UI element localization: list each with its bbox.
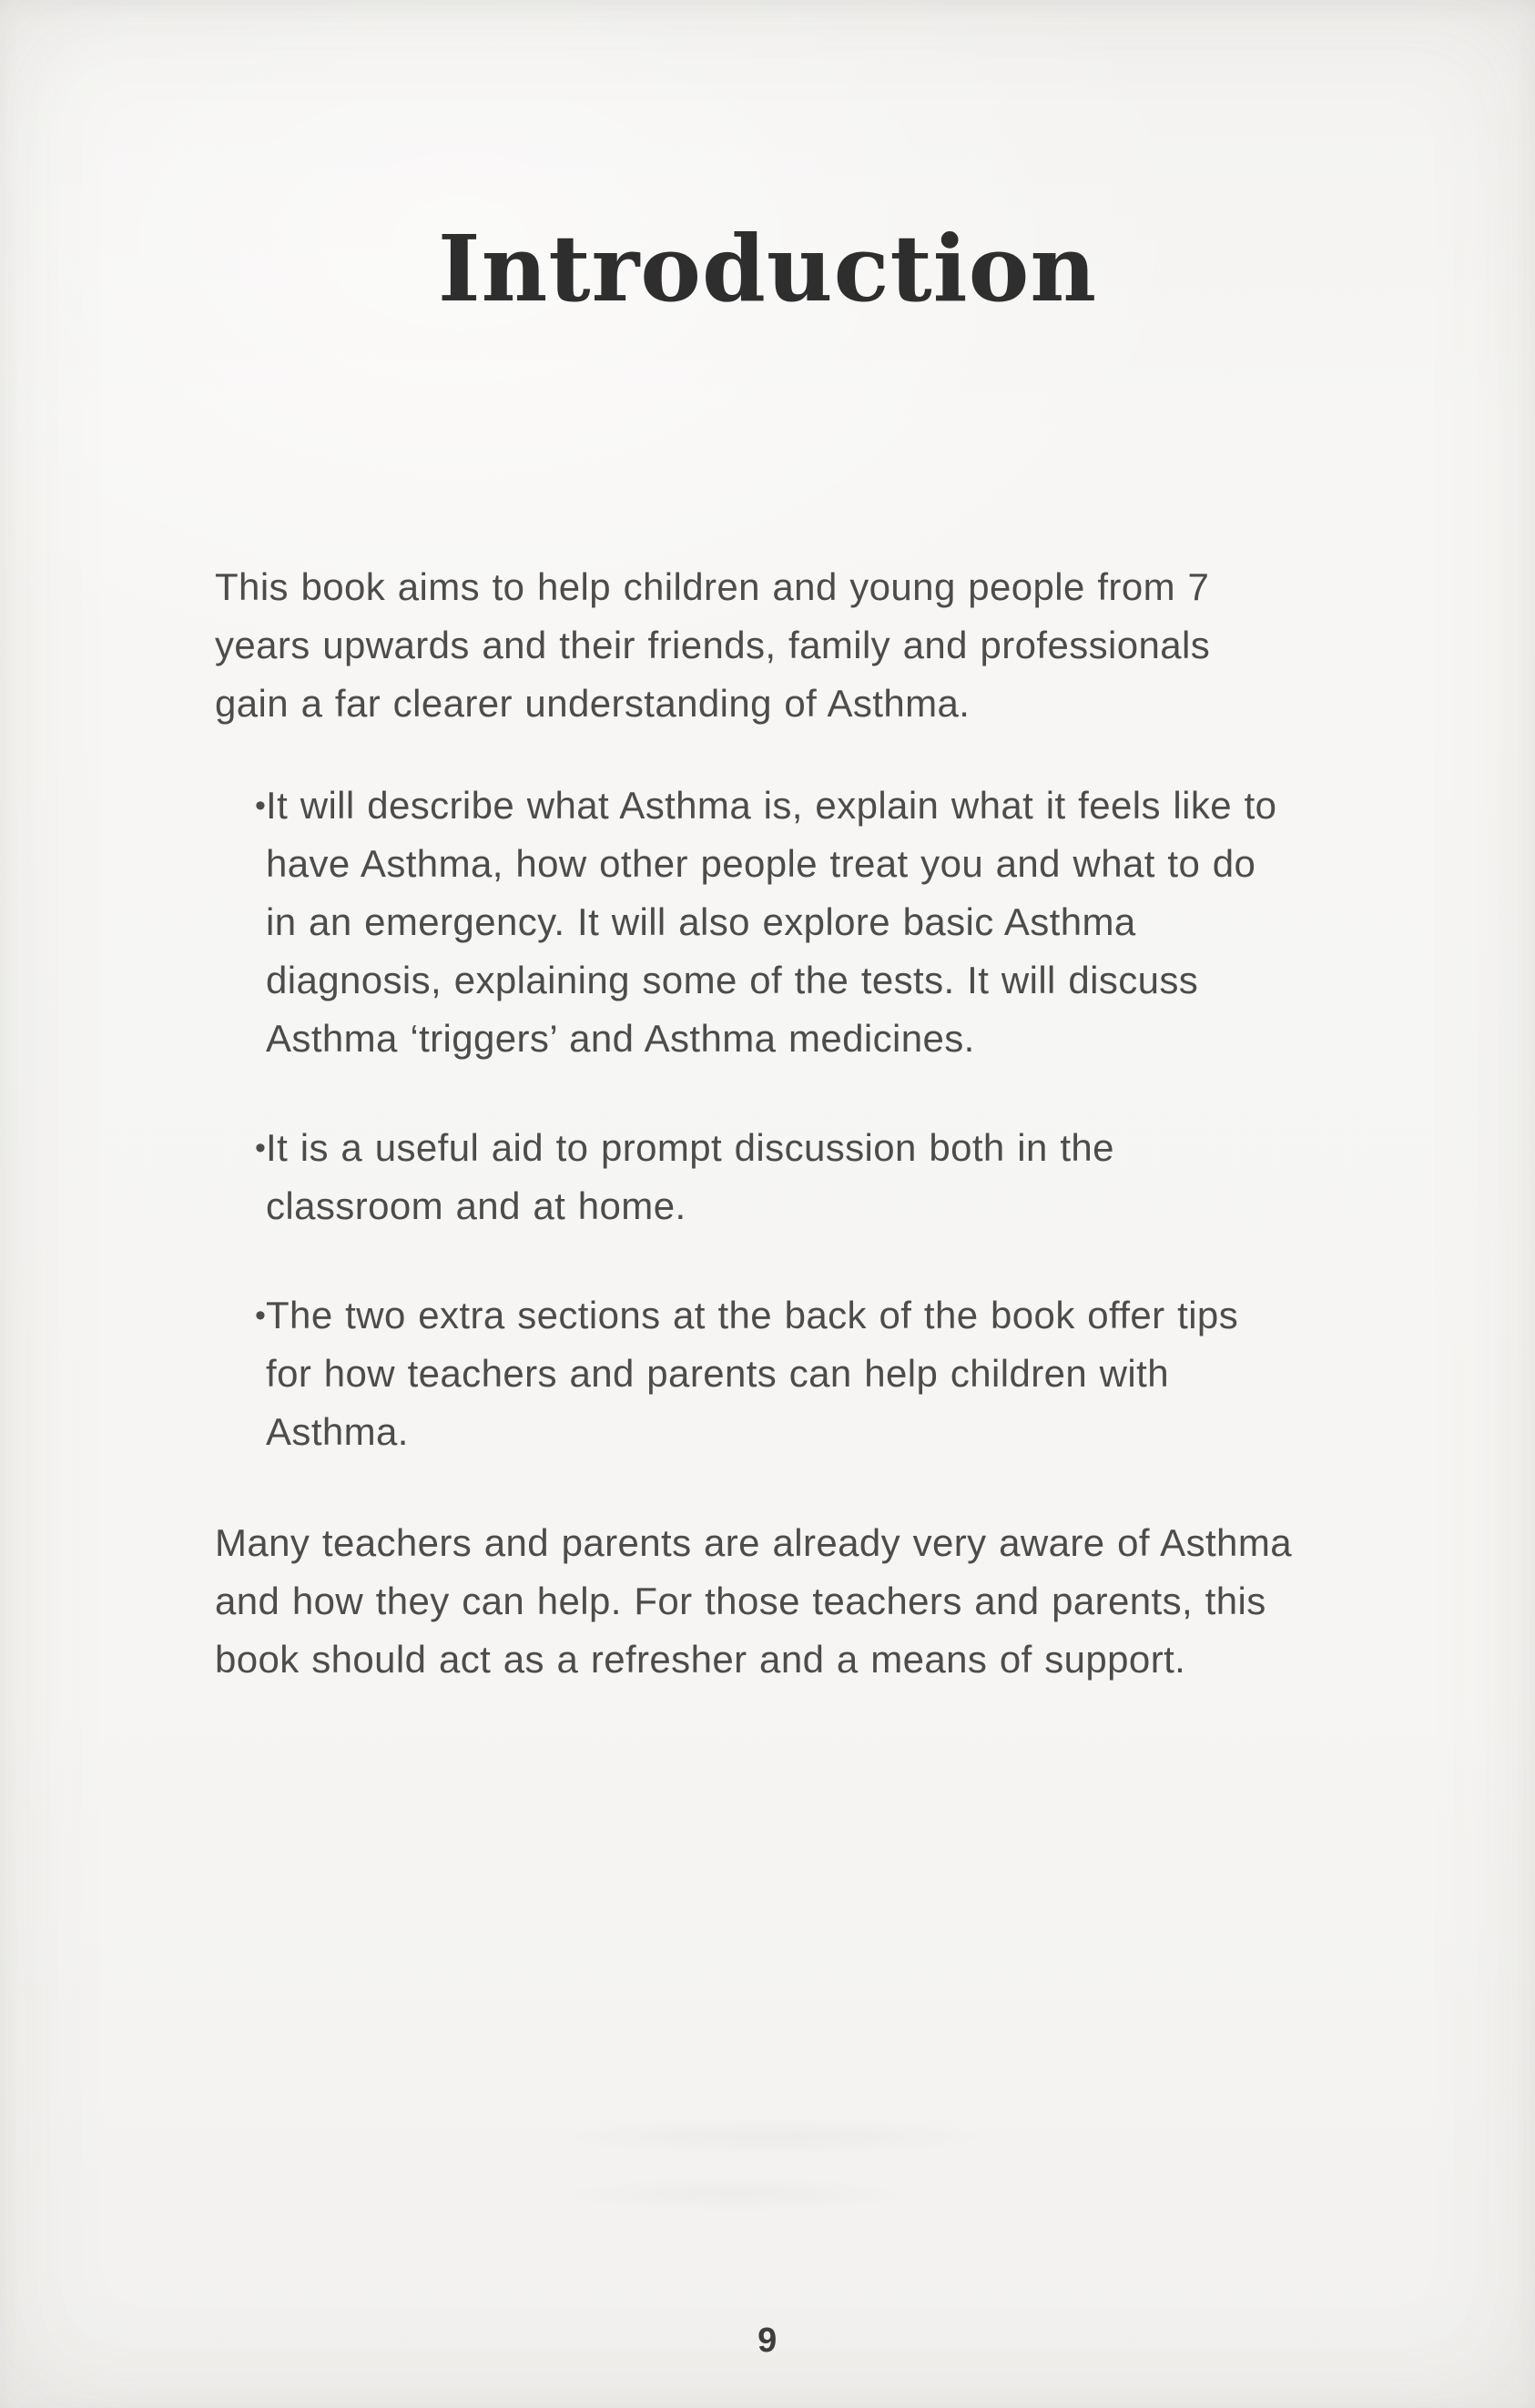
closing-paragraph: Many teachers and parents are already very aware of Asthma and how they can help. For those teachers and parents, this book should act as a refresher and a means of support.: [215, 1521, 1292, 1681]
bullet-text: It will describe what Asthma is, explain what it feels like to have Asthma, how other people treat you and what to do in an emergency. It will also explore basic Asthma diagnosis, explaining some of the tests. It will discuss Asthma ‘triggers’ and Asthma medicines.: [266, 784, 1277, 1060]
page-showthrough: [382, 2098, 1165, 2226]
intro-paragraph: This book aims to help children and young people from 7 years upwards and their friends, family and professionals gain a far clearer understanding of Asthma.: [215, 565, 1211, 725]
page-body: [215, 558, 1320, 1689]
bullet-item: [215, 1286, 1320, 1461]
bullet-dot-icon: •: [255, 788, 267, 823]
bullet-item: [215, 777, 1320, 1068]
page-title: Introduction: [437, 215, 1098, 322]
page-number: 9: [757, 2322, 778, 2360]
bullet-dot-icon: •: [255, 1131, 267, 1165]
bullet-text: The two extra sections at the back of the book offer tips for how teachers and parents can help children with Asthma.: [266, 1294, 1239, 1453]
bullet-text: It is a useful aid to prompt discussion both in the classroom and at home.: [266, 1126, 1114, 1227]
bullet-dot-icon: •: [255, 1298, 267, 1333]
bullet-item: [215, 1119, 1320, 1235]
bullet-list: [215, 777, 1320, 1461]
